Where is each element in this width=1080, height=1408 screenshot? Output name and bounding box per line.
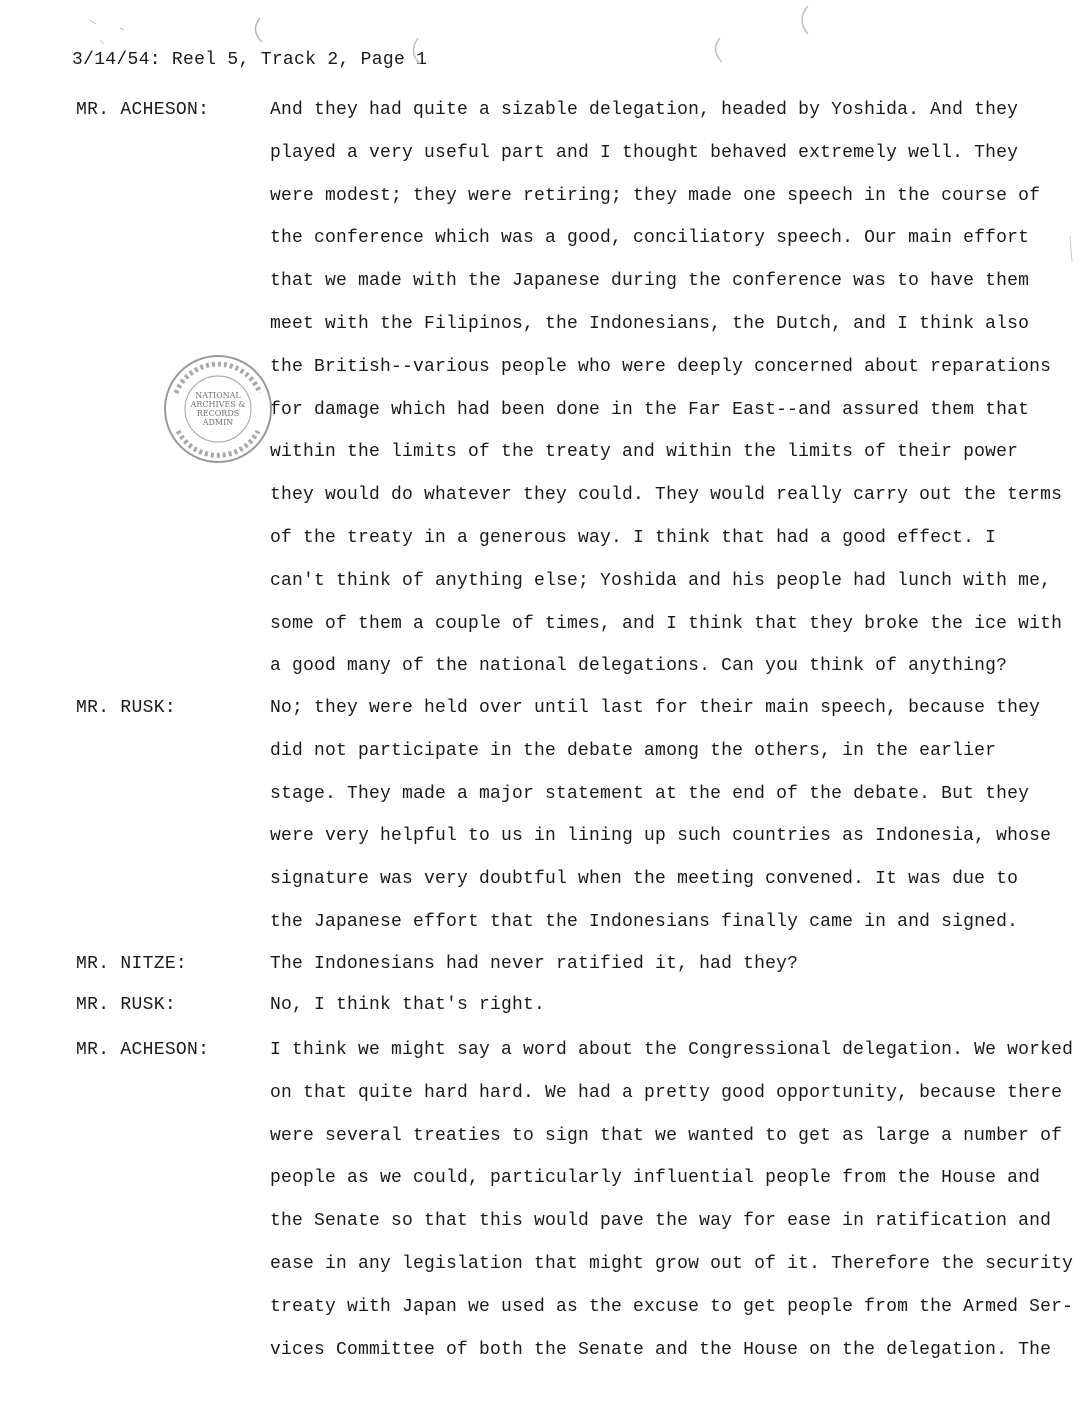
- text-line: for damage which had been done in the Far East--and assured them that: [270, 399, 1030, 420]
- text-line: the British--various people who were deeply concerned about reparations: [270, 356, 1052, 377]
- text-line: were modest; they were retiring; they made one speech in the course of: [270, 185, 1041, 206]
- page-header: 3/14/54: Reel 5, Track 2, Page 1: [72, 50, 428, 70]
- text-line: were several treaties to sign that we wanted to get as large a number of: [270, 1125, 1063, 1146]
- speaker-label: MR. RUSK:: [76, 995, 176, 1015]
- scan-mark-icon: [255, 18, 262, 42]
- archive-stamp: [162, 353, 274, 465]
- text-line: within the limits of the treaty and within the limits of their power: [270, 442, 1019, 463]
- scan-mark-icon: [715, 38, 722, 62]
- text-line: ease in any legislation that might grow out of it. Therefore the security: [270, 1253, 1074, 1274]
- text-line: meet with the Filipinos, the Indonesians, the Dutch, and I think also: [270, 313, 1030, 334]
- text-line: vices Committee of both the Senate and the House on the delegation. The: [270, 1339, 1052, 1360]
- speech-block: [270, 96, 1070, 695]
- text-line: people as we could, particularly influential people from the House and: [270, 1168, 1041, 1189]
- scan-mark-icon: [1070, 236, 1072, 262]
- scan-mark-icon: [802, 6, 808, 34]
- text-line: The Indonesians had never ratified it, had they?: [270, 954, 799, 974]
- text-line: stage. They made a major statement at the end of the debate. But they: [270, 783, 1030, 804]
- text-line: of the treaty in a generous way. I think that had a good effect. I: [270, 527, 997, 548]
- text-line: signature was very doubtful when the meeting convened. It was due to: [270, 869, 1019, 890]
- text-line: the Senate so that this would pave the way for ease in ratification and: [270, 1211, 1052, 1232]
- text-line: did not participate in the debate among the others, in the earlier: [270, 740, 997, 761]
- speech-block: [270, 950, 1070, 993]
- text-line: can't think of anything else; Yoshida and his people had lunch with me,: [270, 570, 1052, 591]
- text-line: the conference which was a good, conciliatory speech. Our main effort: [270, 228, 1030, 249]
- speech-block: [270, 1036, 1074, 1378]
- speech-block: [270, 694, 1070, 951]
- text-line: were very helpful to us in lining up such countries as Indonesia, whose: [270, 826, 1052, 847]
- text-line: they would do whatever they could. They would really carry out the terms: [270, 485, 1063, 506]
- speaker-label: MR. ACHESON:: [76, 1040, 210, 1060]
- text-line: on that quite hard hard. We had a pretty good opportunity, because there: [270, 1082, 1063, 1103]
- text-line: I think we might say a word about the Congressional delegation. We worked: [270, 1040, 1074, 1060]
- text-line: No, I think that's right.: [270, 995, 546, 1015]
- scan-mark-icon: [90, 20, 124, 44]
- text-line: No; they were held over until last for their main speech, because they: [270, 698, 1041, 718]
- text-line: a good many of the national delegations. Can you think of anything?: [270, 656, 1008, 677]
- text-line: treaty with Japan we used as the excuse to get people from the Armed Ser-: [270, 1296, 1074, 1317]
- speaker-label: MR. NITZE:: [76, 954, 188, 974]
- text-line: the Japanese effort that the Indonesians finally came in and signed.: [270, 911, 1019, 932]
- speech-block: [270, 991, 1070, 1034]
- text-line: played a very useful part and I thought behaved extremely well. They: [270, 142, 1019, 163]
- speaker-label: MR. RUSK:: [76, 698, 176, 718]
- speaker-label: MR. ACHESON:: [76, 100, 210, 120]
- stamp-text: NATIONAL ARCHIVES & RECORDS ADMIN: [190, 391, 246, 427]
- text-line: some of them a couple of times, and I think that they broke the ice with: [270, 613, 1063, 634]
- text-line: And they had quite a sizable delegation, headed by Yoshida. And they: [270, 100, 1019, 120]
- text-line: that we made with the Japanese during the conference was to have them: [270, 271, 1030, 292]
